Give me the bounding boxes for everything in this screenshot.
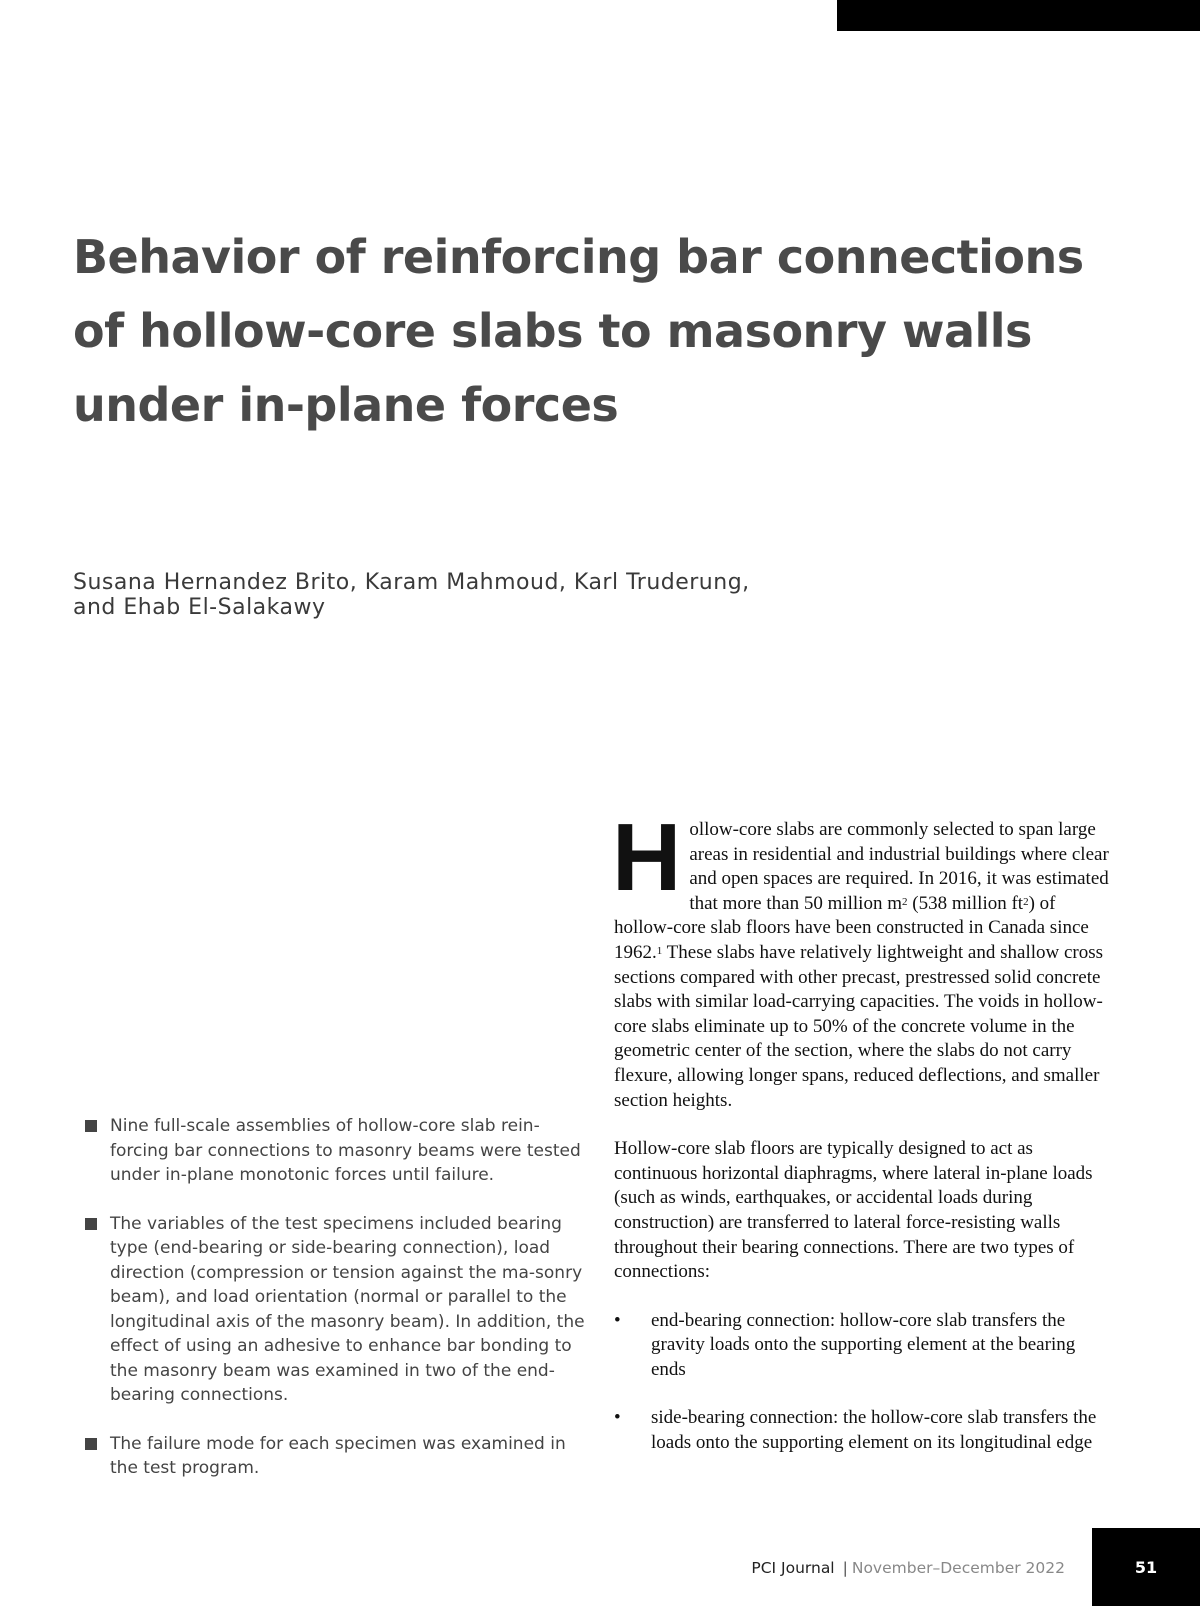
diaphragm-paragraph: Hollow-core slab floors are typically designed to act as continuous horizontal diaphragms, where lateral in-plane loads (such as winds, earthquakes, or accidental loads during construction) are transferred to lateral force-resisting walls throughout their bearing connections. There are two types of connections:	[614, 1138, 1093, 1283]
superscript: 2	[1023, 895, 1029, 908]
issue-date: November–December 2022	[851, 1559, 1065, 1577]
square-bullet-icon	[85, 1218, 97, 1230]
intro-paragraph	[612, 804, 1114, 1113]
page-number: 51	[1134, 1557, 1158, 1577]
article-title	[73, 220, 1153, 442]
author-line: Susana Hernandez Brito, Karam Mahmoud, Karl Truderung,	[73, 570, 750, 595]
square-bullet-icon	[85, 1438, 97, 1450]
highlight-text: The failure mode for each specimen was examined in the test program.	[110, 1433, 566, 1478]
title-line: Behavior of reinforcing bar connections	[73, 230, 1084, 284]
highlight-text: The variables of the test specimens included bearing type (end-bearing or side-bearing connection), load direction (compression or tension against the ma-sonry beam), and load orientation (normal or parallel to the longitudinal axis of the masonry beam). In addition, the effect of using an adhesive to enhance bar bonding to the masonry beam was examined in two of the end-bearing connections.	[110, 1213, 585, 1405]
footer-separator: |	[842, 1559, 848, 1577]
intro-text-part: ) of hollow-core slab floors have been constructed in Canada since 1962.	[614, 892, 1089, 963]
connection-type-item	[614, 1406, 1114, 1455]
title-line: of hollow-core slabs to masonry walls	[73, 304, 1032, 358]
intro-text-part: (538 million ft	[907, 892, 1024, 914]
top-decorative-bar	[837, 0, 1200, 31]
connection-type-item	[614, 1309, 1114, 1383]
drop-cap: H	[612, 804, 682, 911]
bullet-icon: •	[614, 1407, 621, 1429]
author-list	[73, 570, 893, 620]
author-line: and Ehab El-Salakawy	[73, 595, 326, 620]
highlights-list	[85, 1114, 595, 1505]
bullet-icon: •	[614, 1309, 621, 1331]
superscript: 2	[902, 895, 908, 908]
highlight-item	[85, 1432, 595, 1481]
page-footer	[751, 1557, 1065, 1579]
intro-text-part: ollow-core slabs are commonly selected to span large areas in residential and industrial buildings where clear and open spaces are required. In 2016, it was estimated that more than 50 million m	[689, 819, 1109, 914]
intro-text-part: These slabs have relatively lightweight and shallow cross sections compared with other precast, prestressed solid concrete slabs with similar load-carrying capacities. The voids in hollow-core slabs eliminate up to 50% of the concrete volume in the geometric center of the section, where the slabs do not carry flexure, allowing longer spans, reduced deflections, and smaller section heights.	[614, 941, 1104, 1111]
title-line: under in-plane forces	[73, 378, 619, 432]
square-bullet-icon	[85, 1120, 97, 1132]
body-text-column	[612, 804, 1114, 1480]
connection-types-list	[614, 1309, 1114, 1456]
highlight-item	[85, 1114, 595, 1188]
highlight-item	[85, 1212, 595, 1408]
connection-type-text: side-bearing connection: the hollow-core slab transfers the loads onto the supporting element on its longitudinal edge	[651, 1407, 1097, 1454]
connection-type-text: end-bearing connection: hollow-core slab transfers the gravity loads onto the supporting element at the bearing ends	[651, 1309, 1076, 1380]
journal-name: PCI Journal	[751, 1559, 835, 1577]
page-number-box	[1092, 1528, 1200, 1606]
highlight-text: Nine full-scale assemblies of hollow-core slab rein-forcing bar connections to masonry beams were tested under in-plane monotonic forces until failure.	[110, 1116, 581, 1185]
reference-marker: 1	[656, 944, 663, 957]
